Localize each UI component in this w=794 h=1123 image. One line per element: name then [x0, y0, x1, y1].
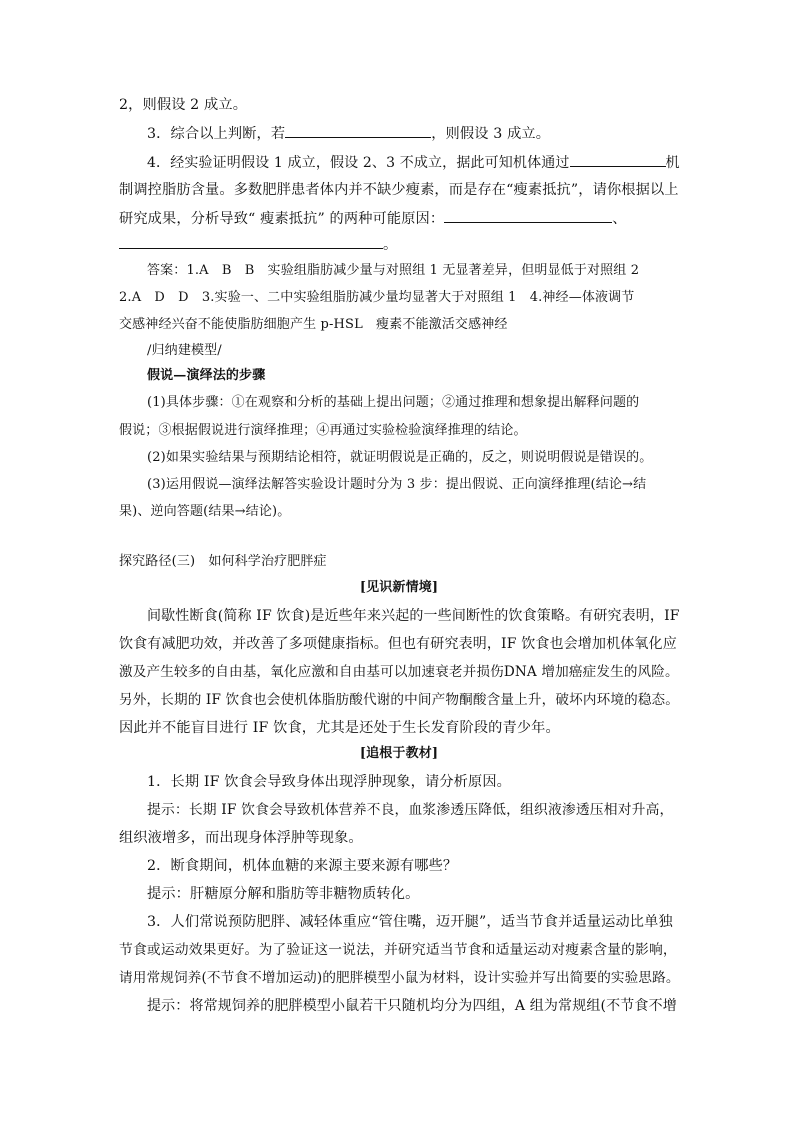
- text-line: [119, 234, 679, 255]
- period: 。: [383, 237, 398, 253]
- question-4-tail: 机: [665, 155, 680, 171]
- subsection-heading: [见识新情境]: [359, 580, 439, 595]
- separator: 、: [612, 211, 627, 227]
- step-line: 假说；③根据假说进行演绎推理；④再通过实验检验演绎推理的结论。: [119, 423, 527, 438]
- subsection-heading: [追根于教材]: [359, 746, 439, 761]
- paragraph-line: 另外，长期的 IF 饮食也会使机体脂肪酸代谢的中间产物酮酸含量上升，破坏内环境的稳态。: [119, 692, 680, 708]
- step-line: 果)、逆向答题(结果→结论)。: [119, 504, 291, 519]
- question-line: 3．人们常说预防肥胖、减轻体重应“管住嘴，迈开腿”，适当节食并适量运动比单独: [147, 914, 673, 930]
- text-line: [119, 208, 679, 229]
- step-line: (3)运用假说—演绎法解答实验设计题时分为 3 步：提出假说、正向演绎推理(结论→结: [147, 477, 647, 492]
- step-line: (1)具体步骤：①在观察和分析的基础上提出问题；②通过推理和想象提出解释问题的: [147, 395, 640, 410]
- answer-blank: [444, 208, 612, 223]
- text-line: 2，则假设 2 成立。: [119, 97, 248, 113]
- question-4: [147, 152, 679, 173]
- answer-blank: [285, 123, 431, 138]
- question-3-text: 3．综合以上判断，若: [147, 126, 286, 142]
- answer-blank: [570, 152, 666, 167]
- question-4-text: 4．经实验证明假设 1 成立，假设 2、3 不成立，据此可知机体通过: [147, 155, 570, 171]
- question-4-cont: 研究成果，分析导致“ 瘦素抵抗” 的两种可能原因：: [119, 211, 445, 227]
- path-heading: 探究路径(三) 如何科学治疗肥胖症: [119, 554, 327, 569]
- hint-line: 提示：长期 IF 饮食会导致机体营养不良，血浆渗透压降低，组织液渗透压相对升高，: [147, 802, 674, 818]
- paragraph-line: 间歇性断食(简称 IF 饮食)是近些年来兴起的一些间断性的饮食策略。有研究表明，IF: [147, 608, 680, 624]
- paragraph-line: 激及产生较多的自由基，氧化应激和自由基可以加速衰老并损伤DNA 增加癌症发生的风险。: [119, 664, 679, 680]
- question-line: 节食或运动效果更好。为了验证这一说法，并研究适当节食和适量运动对瘦素含量的影响，: [119, 942, 677, 958]
- step-line: (2)如果实验结果与预期结论相符，就证明假说是正确的，反之，则说明假说是错误的。: [147, 450, 653, 465]
- answer-line: 答案：1.A B B 实验组脂肪减少量与对照组 1 无显著差异，但明显低于对照组 2: [147, 263, 640, 278]
- paragraph-line: 因此并不能盲目进行 IF 饮食，尤其是还处于生长发育阶段的青少年。: [119, 720, 560, 736]
- answer-line: 2.A D D 3.实验一、二中实验组脂肪减少量均显著大于对照组 1 4.神经—体液调节: [119, 290, 635, 305]
- paragraph-line: 饮食有减肥功效，并改善了多项健康指标。但也有研究表明，IF 饮食也会增加机体氧化应: [119, 636, 677, 652]
- question-line: 请用常规饲养(不节食不增加运动)的肥胖模型小鼠为材料，设计实验并写出简要的实验思路。: [119, 970, 680, 986]
- question-3: [147, 123, 679, 144]
- text-line: 制调控脂肪含量。多数肥胖患者体内并不缺少瘦素，而是存在“瘦素抵抗”，请你根据以上: [119, 182, 679, 198]
- question-line: 1．长期 IF 饮食会导致身体出现浮肿现象，请分析原因。: [147, 774, 512, 790]
- hint-line: 提示：肝糖原分解和脂肪等非糖物质转化。: [147, 886, 420, 902]
- hint-line: 提示：将常规饲养的肥胖模型小鼠若干只随机均分为四组，A 组为常规组(不节食不增: [147, 998, 677, 1014]
- section-tag: /归纳建模型/: [147, 343, 222, 358]
- question-3-tail: ，则假设 3 成立。: [431, 126, 551, 142]
- question-line: 2．断食期间，机体血糖的来源主要来源有哪些？: [147, 858, 458, 874]
- answer-blank: [119, 234, 383, 249]
- section-heading: 假说—演绎法的步骤: [147, 368, 266, 383]
- hint-line: 组织液增多，而出现身体浮肿等现象。: [119, 830, 363, 846]
- answer-line: 交感神经兴奋不能使脂肪细胞产生 p-HSL 瘦素不能激活交感神经: [119, 317, 508, 332]
